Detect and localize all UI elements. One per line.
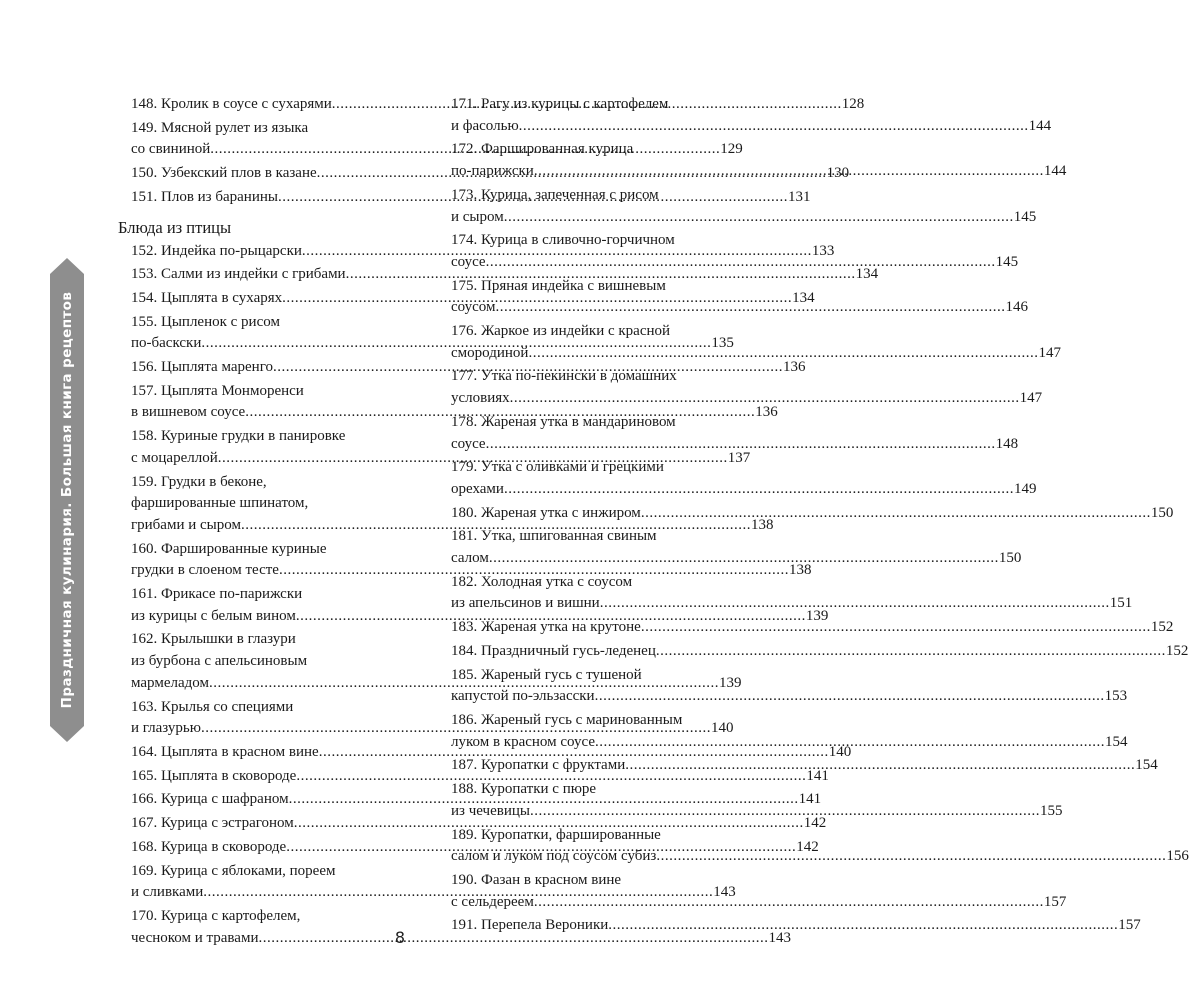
toc-page-number: 152 bbox=[1150, 619, 1174, 636]
toc-page-number: 155 bbox=[1039, 802, 1063, 819]
dot-leader bbox=[504, 207, 1014, 229]
dot-leader bbox=[486, 434, 996, 456]
toc-entry-text: 161. Фрикасе по-парижски bbox=[131, 586, 303, 603]
toc-page-number: 151 bbox=[1109, 595, 1133, 612]
toc-page-number: 157 bbox=[1118, 917, 1141, 934]
toc-entry-text: 151. Плов из баранины bbox=[131, 188, 278, 205]
toc-page-number: 137 bbox=[727, 449, 751, 466]
toc-entry bbox=[449, 526, 1022, 569]
toc-entry bbox=[449, 641, 1189, 663]
toc-page-number: 152 bbox=[1165, 642, 1189, 659]
toc-entry-text: по-баскски bbox=[131, 335, 202, 352]
dot-leader bbox=[600, 593, 1110, 615]
toc-entry-text: 173. Курица, запеченная с рисом bbox=[451, 186, 659, 203]
dot-leader bbox=[534, 892, 1044, 914]
toc-entry-text: луком в красном соусе bbox=[451, 733, 595, 750]
toc-entry-text: 187. Куропатки с фруктами bbox=[451, 757, 626, 774]
toc-entry-text: чесноком и травами bbox=[131, 929, 259, 946]
toc-page-number: 154 bbox=[1135, 757, 1158, 774]
toc-page-number: 138 bbox=[788, 562, 812, 579]
toc-entry-text: 164. Цыплята в красном вине bbox=[131, 743, 319, 760]
dot-leader bbox=[534, 161, 1044, 183]
toc-entry-text: 184. Праздничный гусь-леденец bbox=[451, 642, 656, 659]
toc-entry-text: 152. Индейка по-рыцарски bbox=[131, 242, 302, 259]
page-number: 8 bbox=[394, 928, 406, 947]
dot-leader bbox=[595, 732, 1105, 754]
toc-page-number: 157 bbox=[1043, 893, 1067, 910]
toc-page-number: 142 bbox=[803, 815, 827, 832]
toc-page-number: 144 bbox=[1043, 163, 1067, 180]
toc-entry-line bbox=[451, 641, 1189, 663]
toc-page-number: 154 bbox=[1104, 733, 1128, 750]
toc-entry-text: 160. Фаршированные куриные bbox=[131, 540, 327, 557]
toc-page-number: 133 bbox=[811, 242, 835, 259]
toc-page-number: 148 bbox=[995, 435, 1019, 452]
dot-leader bbox=[528, 343, 1038, 365]
toc-page-number: 144 bbox=[1028, 117, 1052, 134]
side-tab-text: Праздничная кулинария. Большая книга рецептов bbox=[59, 291, 75, 709]
toc-page-number: 134 bbox=[855, 266, 879, 283]
toc-entry-text: соусом bbox=[451, 299, 496, 316]
toc-entry-text: и фасолью bbox=[451, 117, 519, 134]
toc-entry-text: 162. Крылышки в глазури bbox=[131, 631, 296, 648]
toc-entry-line bbox=[131, 766, 829, 788]
toc-entry bbox=[449, 572, 1133, 615]
toc-page-number: 131 bbox=[787, 188, 811, 205]
toc-entry-text: 165. Цыплята в сковороде bbox=[131, 767, 297, 784]
toc-entry-text: смородиной bbox=[451, 344, 529, 361]
toc-entry-line bbox=[131, 742, 852, 764]
toc-page-number: 141 bbox=[798, 791, 822, 808]
toc-entry-text: 180. Жареная утка с инжиром bbox=[451, 504, 641, 521]
toc-entry-text: 149. Мясной рулет из языка bbox=[131, 119, 309, 136]
toc-page-number: 140 bbox=[828, 743, 852, 760]
dot-leader bbox=[489, 548, 999, 570]
toc-entry-text: 159. Грудки в беконе, bbox=[131, 473, 267, 490]
toc-page-number: 149 bbox=[1013, 480, 1037, 497]
toc-page-number: 138 bbox=[750, 516, 774, 533]
toc-entry-line bbox=[451, 116, 1052, 138]
toc-entry-text: с сельдереем bbox=[451, 893, 534, 910]
toc-entry-text: салом bbox=[451, 550, 489, 567]
dot-leader bbox=[486, 252, 996, 274]
toc-entry-text: 154. Цыплята в сухарях bbox=[131, 289, 283, 306]
toc-entry-text: капустой по-эльзасски bbox=[451, 688, 595, 705]
toc-entry-text: в вишневом соусе bbox=[131, 404, 246, 421]
toc-entry-text: орехами bbox=[451, 480, 504, 497]
toc-page-number: 136 bbox=[755, 404, 778, 421]
toc-entry-text: 181. Утка, шпигованная свиным bbox=[451, 528, 657, 545]
toc-entry-text: и сливками bbox=[131, 884, 204, 901]
toc-entry-line bbox=[451, 479, 1037, 501]
toc-entry-text: условиях bbox=[451, 390, 510, 407]
dot-leader bbox=[656, 846, 1166, 868]
toc-page-number: 147 bbox=[1038, 344, 1061, 361]
toc-entry-text: 156. Цыплята маренго bbox=[131, 359, 273, 376]
toc-page-number: 135 bbox=[711, 335, 734, 352]
dot-leader bbox=[530, 801, 1040, 823]
toc-entry-line bbox=[451, 207, 1037, 229]
toc-page-number: 156 bbox=[1166, 848, 1189, 865]
toc-entry-text: 191. Перепела Вероники bbox=[451, 917, 609, 934]
toc-entry-text: 189. Куропатки, фаршированные bbox=[451, 826, 661, 843]
toc-entry-line bbox=[451, 617, 1174, 639]
toc-page-number: 153 bbox=[1104, 688, 1128, 705]
toc-page-number: 136 bbox=[782, 359, 806, 376]
toc-entry-text: 163. Крылья со специями bbox=[131, 698, 294, 715]
toc-entry-text: 174. Курица в сливочно-горчичном bbox=[451, 232, 675, 249]
section-title: Блюда из птицы bbox=[118, 217, 232, 237]
toc-entry-text: по-парижски bbox=[451, 163, 534, 180]
toc-page-number: 146 bbox=[1005, 299, 1028, 316]
toc-entry-text: 183. Жареная утка на крутоне bbox=[451, 619, 641, 636]
toc-entry bbox=[449, 617, 1174, 639]
toc-entry-text: из апельсинов и вишни bbox=[451, 595, 600, 612]
toc-entry-text: из чечевицы bbox=[451, 802, 530, 819]
toc-entry-text: грибами и сыром bbox=[131, 516, 241, 533]
toc-entry bbox=[114, 766, 829, 788]
toc-entry-text: 190. Фазан в красном вине bbox=[451, 871, 622, 888]
toc-entry-text: 171. Рагу из курицы с картофелем bbox=[451, 96, 669, 112]
toc-page-number: 134 bbox=[792, 289, 815, 306]
toc-entry-text: 172. Фаршированная курица bbox=[451, 141, 634, 158]
toc-entry-text: 148. Кролик в соусе с сухарями bbox=[131, 96, 332, 112]
toc-page-number: 145 bbox=[1013, 208, 1037, 225]
dot-leader bbox=[595, 686, 1105, 708]
toc-entry-text: 153. Салми из индейки с грибами bbox=[131, 266, 346, 283]
dot-leader bbox=[656, 641, 1166, 663]
toc-entry-line bbox=[451, 388, 1043, 410]
toc-entry-text: 186. Жареный гусь с маринованным bbox=[451, 711, 683, 728]
toc-entry-text: 166. Курица с шафраном bbox=[131, 791, 289, 808]
toc-page-number: 139 bbox=[805, 607, 829, 624]
toc-entry-text: соусе bbox=[451, 435, 486, 452]
toc-page-number: 130 bbox=[826, 165, 850, 182]
dot-leader bbox=[504, 479, 1014, 501]
toc-entry-text: фаршированные шпинатом, bbox=[131, 495, 309, 512]
toc-entry-text: 158. Куриные грудки в панировке bbox=[131, 428, 346, 445]
toc-entry-text: салом и луком под соусом субиз bbox=[451, 848, 657, 865]
dot-leader bbox=[625, 755, 1135, 777]
toc-entry-line bbox=[451, 593, 1133, 615]
dot-leader bbox=[510, 388, 1020, 410]
toc-entry-text: и сыром bbox=[451, 208, 504, 225]
toc-entry-text: и глазурью bbox=[131, 720, 201, 737]
toc-page-number: 129 bbox=[720, 141, 743, 158]
toc-entry-line bbox=[451, 686, 1128, 708]
toc-entry-text: 188. Куропатки с пюре bbox=[451, 781, 597, 798]
toc-entry-line bbox=[451, 252, 1019, 274]
toc-entry-line bbox=[451, 548, 1022, 570]
toc-page-number: 147 bbox=[1019, 390, 1043, 407]
toc-entry-text: 150. Узбекский плов в казане bbox=[131, 165, 317, 182]
toc-entry-text: 177. Утка по-пекински в домашних bbox=[451, 368, 677, 385]
toc-page-number: 142 bbox=[796, 838, 819, 855]
toc-entry-text: 182. Холодная утка с соусом bbox=[451, 573, 633, 590]
dot-leader bbox=[519, 116, 1029, 138]
toc-page-number: 139 bbox=[718, 674, 742, 691]
toc-entry-line bbox=[451, 801, 1063, 823]
toc-entry-text: 185. Жареный гусь с тушеной bbox=[451, 666, 642, 683]
toc-entry-text: мармеладом bbox=[131, 674, 209, 691]
toc-entry-text: 176. Жаркое из индейки с красной bbox=[451, 323, 671, 340]
toc-entry-text: 155. Цыпленок с рисом bbox=[131, 313, 280, 330]
dot-leader bbox=[495, 297, 1005, 319]
toc-entry-text: соусе bbox=[451, 253, 486, 270]
toc-entry-line bbox=[451, 434, 1019, 456]
toc-page-number: 141 bbox=[806, 767, 829, 784]
toc-page-number: 145 bbox=[995, 253, 1019, 270]
toc-entry bbox=[114, 742, 852, 764]
toc-page-number: 150 bbox=[1150, 504, 1174, 521]
toc-page-number: 143 bbox=[713, 884, 736, 901]
toc-entry-text: из бурбона с апельсиновым bbox=[131, 653, 308, 670]
toc-page-number: 128 bbox=[841, 96, 865, 112]
toc-entry-text: 157. Цыплята Монморенси bbox=[131, 382, 304, 399]
toc-entry-text: 179. Утка с оливками и грецкими bbox=[451, 459, 664, 476]
toc-entry bbox=[449, 870, 1067, 913]
toc-entry-text: из курицы с белым вином bbox=[131, 607, 296, 624]
dot-leader bbox=[641, 617, 1151, 639]
toc-entry-text: 167. Курица с эстрагоном bbox=[131, 815, 294, 832]
dot-leader bbox=[641, 503, 1151, 525]
toc-entry-text: 168. Курица в сковороде bbox=[131, 838, 287, 855]
toc-page-number: 140 bbox=[710, 720, 734, 737]
toc-entry-text: с моцареллой bbox=[131, 449, 218, 466]
toc-entry-text: грудки в слоеном тесте bbox=[131, 562, 279, 579]
toc-entry-text: со свининой bbox=[131, 141, 211, 158]
toc-page-number: 150 bbox=[998, 550, 1022, 567]
toc-entry-text: 175. Пряная индейка с вишневым bbox=[451, 277, 666, 294]
toc-page-number: 143 bbox=[768, 929, 791, 946]
toc-entry-text: 178. Жареная утка в мандариновом bbox=[451, 413, 676, 430]
toc-entry-text: 170. Курица с картофелем, bbox=[131, 907, 301, 924]
toc-entry-text: 169. Курица с яблоками, пореем bbox=[131, 862, 336, 879]
toc-entry bbox=[449, 321, 1061, 364]
